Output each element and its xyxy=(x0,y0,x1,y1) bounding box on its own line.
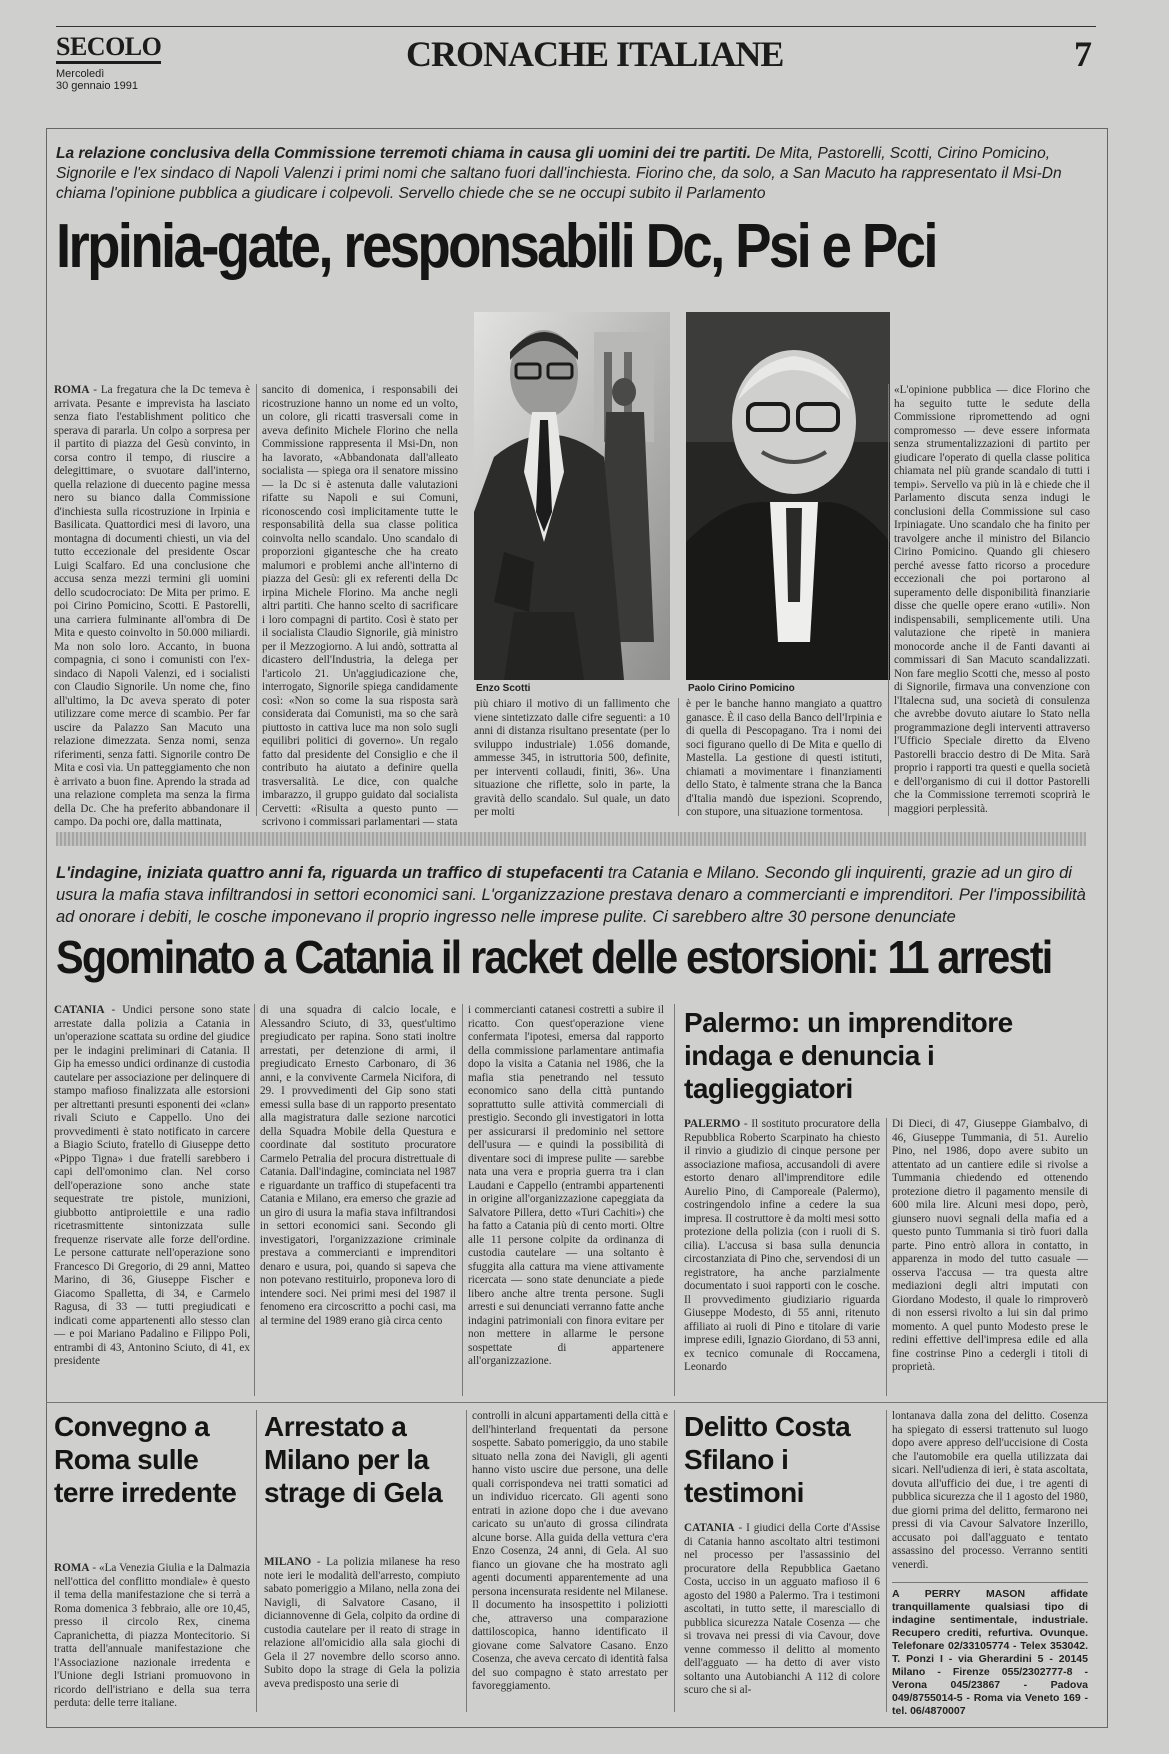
column-divider xyxy=(254,1004,255,1396)
story2-column-1 xyxy=(54,1004,250,1396)
issue-day: Mercoledì xyxy=(56,68,105,80)
gela-body-text: - La polizia milanese ha reso note ieri le modalità dell'arresto, compiuto sabato pomeriggio a Milano, nella zona dei Navigli, di Salvatore Casano, il diciannovenne di Gela, colpito da ordine di custodia cautelare per il reato di strage in relazione all'omicidio alla sala giochi di Gela il 27 novembre dello scorso anno. Subito dopo la strage di Gela la polizia aveva predisposto una serie di xyxy=(264,1556,460,1690)
bottom-band-rule xyxy=(46,1402,1108,1403)
column-divider xyxy=(886,1118,887,1396)
story1-kicker xyxy=(56,144,1086,204)
masthead-rule xyxy=(56,26,1096,27)
column-divider xyxy=(256,384,257,816)
column-divider xyxy=(674,1004,675,1396)
costa-body xyxy=(684,1522,880,1712)
column-divider xyxy=(256,1410,257,1712)
photo1-caption: Enzo Scotti xyxy=(476,683,531,694)
story1-column-4 xyxy=(686,698,882,816)
gela-continued-body xyxy=(472,1410,668,1712)
masthead xyxy=(56,30,1096,120)
story1-dateline: ROMA xyxy=(54,384,90,396)
ad-rule xyxy=(892,1582,1088,1583)
costa-continued-text: lontanava dalla zona del delitto. Cosenza ha spiegato di essersi trattenuto sul luogo dopo avere appreso dell'uccisione di Costa che l'automobile era quella utilizzata dai sicari. Nell'udienza di ieri, è stata ascoltata, dovuta all'ufficio dei due, i tre agenti di pubblica sicurezza che il 1 agosto del 1980, due giorni prima del delitto, fermarono nei pressi di via Cavour Salvatore Inzerillo, accusato poi dall'agguato e tentato assassino del processo. Verranno sentiti venerdì. xyxy=(892,1410,1088,1571)
palermo-column-1-text: - Il sostituto procuratore della Repubblica Roberto Scarpinato ha chiesto il rinvio a giudizio di cinque persone per associazione mafiosa, accusandoli di avere estorto denaro all'imprenditore edile Aurelio Pino, di Camporeale (Palermo), costringendolo infine a cedere la sua impresa. Il costruttore è da molti mesi sotto protezione della polizia (con i ruoli di S. cilia). L'accusa si basa sulla denuncia circostanziata di Pino che, servendosi di un registratore, ha anche parzialmente documentato i suoi rapporti con le cosche. Il provvedimento giudiziario riguarda Giuseppe Modesto, di 55 anni, ritenuto affiliato ai ruoli di Pino e titolare di varie imprese edili, Ignazio Giordano, di 53 anni, ex tecnico comunale di Roccamena, Leonardo xyxy=(684,1118,880,1373)
story2-kicker xyxy=(56,862,1086,928)
palermo-column-2-text: Di Dieci, di 47, Giuseppe Giambalvo, di 46, Giuseppe Tummania, di 51. Aurelio Pino, nel 1986, dopo avere subito un attentato ad un cantiere edile si rivolse a Tummania chiedendo ed ottenendo protezione dietro il pagamento mensile di 600 mila lire. Alcuni mesi dopo, però, giunsero nuovi segnali della mafia ed a questo punto Tummania si tirò fuori dalla parte. Pino entrò allora in contatto, in apparenza in modo del tutto casuale — osserva l'accusa — tra questa altre mediazioni degli altri imputati con Giordano Modesto, il quale lo rimproverò di non essersi rivolto a lui sin dal primo momento. A quel punto Modesto prese le redini effettive dell'impresa edile ed alla fine costrinse Pino a cedergli i titoli di proprietà. xyxy=(892,1118,1088,1373)
story2-kicker-rest: tra Catania e Milano. Secondo gli inquirenti, grazie ad un giro di usura la mafia stava infiltrandosi in settori economici sani. L'organizzazione prestava denaro a commercianti e imprenditori. Per l'impossibilità ad onorare i debiti, le cosche imponevano il proprio ingresso nelle imprese pulite. Ci sarebbero altre 30 persone denunciate xyxy=(56,864,1086,926)
costa-headline: Delitto Costa Sfilano i testimoni xyxy=(684,1411,851,1508)
issue-date xyxy=(56,68,138,92)
photo2-caption: Paolo Cirino Pomicino xyxy=(688,683,795,694)
story1-column-1 xyxy=(54,384,250,828)
palermo-column-2 xyxy=(892,1118,1088,1396)
palermo-dateline: PALERMO xyxy=(684,1118,741,1130)
photo-paolo-cirino-pomicino xyxy=(686,312,890,680)
story1-column-3-text: più chiaro il motivo di un fallimento che viene sintetizzato dalle cifre seguenti: a 10 anni di distanza risultano presentate (per lo sviluppo industriale) 1.056 domande, ammesse 345, in istruttoria 500, definite, per interventi collaudi, finiti, 36». Una situazione che riflette, solo in parte, la gravità dello scandalo. Sul quale, un dato per molti xyxy=(474,698,670,818)
gela-continued-text: controlli in alcuni appartamenti della città e dell'hinterland frequentati da persone sospette. Sabato pomeriggio, da uno stabile situato nella zona dei Navigli, gli agenti hanno visto uscire due persone, una delle quali corrispondeva nei tratti somatici ad un individuo ricercato. Gli agenti sono entrati in azione dopo che i due avevano caricato su un'auto di grossa cilindrata alcune borse. Alla guida della vettura c'era Enzo Cosenza, 24 anni, di Gela. Al suo fianco un giovane che ha mostrato agli agenti documenti apparentemente ad una persona incensurata residente nel Milanese. Il documento ha insospettito i poliziotti che, attraverso una comparazione dattiloscopica, hanno identificato il giovane come Salvatore Casano. Enzo Cosenza, che aveva cercato di identità falsa del suo compagno è stato arrestato per favoreggiamento. xyxy=(472,1410,668,1692)
story1-column-4-text: è per le banche hanno mangiato a quattro ganasce. È il caso della Banco dell'Irpinia e di quella di Pescopagano. Tra i nomi dei soci figurano quello di De Mita e quello di Mastella. La gestione di questi istituti, chiamati a movimentare i finanziamenti dello Stato, è talmente strana che la Banca d'Italia mandò due ispezioni. Scoprendo, con stupore, una situazione tormentosa. xyxy=(686,698,882,818)
palermo-column-1 xyxy=(684,1118,880,1396)
story1-headline: Irpinia-gate, responsabili Dc, Psi e Pci xyxy=(56,212,936,281)
convegno-body xyxy=(54,1562,250,1712)
story1-column-2 xyxy=(262,384,458,828)
gela-dateline: MILANO xyxy=(264,1556,312,1568)
gela-body xyxy=(264,1556,460,1712)
convegno-dateline: ROMA xyxy=(54,1562,90,1574)
story2-column-2-text: di una squadra di calcio locale, e Alessandro Sciuto, di 33, quest'ultimo pregiudicato per rapina. Sono stati inoltre arrestati, per detenzione di armi, il pregiudicato Ernesto Carbonaro, di 36 anni, e la convivente Carmela Nicifora, di 29. I provvedimenti del Gip sono stati emessi sulla base di un rapporto presentato alla magistratura dalle sezione narcotici della Squadra Mobile della Questura e coordinate dal sostituto procuratore Carmelo Petralia del procura distrettuale di Catania. Dall'indagine, cominciata nel 1987 e riguardante un traffico di stupefacenti tra Catania e Milano, era emerso che grazie ad un giro di usura la mafia stava infiltrandosi in settori economici sani. Secondo gli investigatori, l'organizzazione criminale prestava a commercianti e imprenditori denaro e usura, poi, quando si sapeva che non potevano restituirlo, proponeva loro di intendere soci. Nei primi mesi del 1987 il fenomeno era circoscritto a pochi casi, ma al termine del 1989 erano già circa cento xyxy=(260,1004,456,1327)
story1-kicker-bold: La relazione conclusiva della Commissione terremoti chiama in causa gli uomini dei tre partiti. xyxy=(56,145,752,162)
section-separator xyxy=(56,832,1086,846)
section-title: CRONACHE ITALIANE xyxy=(406,34,784,74)
perry-mason-ad: A PERRY MASON affidate tranquillamente qualsiasi tipo di indagine sentimentale, industriale. Recupero crediti, refurtiva. Ovunque. Telefonare 02/33105774 - Telex 353042. T. Ponzi I - via Gherardini 5 - 20145 Milano - Firenze 055/2302777-8 - Verona 045/23867 - Padova 049/8755014-5 - Roma via Veneto 169 - tel. 06/4870007 xyxy=(892,1588,1088,1717)
story2-column-2 xyxy=(260,1004,456,1396)
page-number: 7 xyxy=(1074,34,1092,74)
story2-column-1-text: - Undici persone sono state arrestate dalla polizia a Catania in un'operazione scattata su ordine del giudice per le indagini preliminari di Catania. Il Gip ha emesso undici ordinanze di custodia cautelare per associazione per delinquere di stampo mafioso finalizzata alle estorsioni per altrettanti presunti esponenti dei «clan» rivali Sciuto e Cappello. Uno dei provvedimenti è stato notificato in carcere a Biagio Sciuto, fratello di Giuseppe detto «Pippo Tigna» i due fratelli sarebbero i capi dell'omonimo clan. Nel corso dell'operazione sono anche state sequestrate tre pistole, munizioni, giubbotto antiproiettile e una radio ricetrasmittente sintonizzata sulle frequenze riservate alle forze dell'ordine. Le persone catturate nell'operazione sono Francesco Di Gregorio, di 29 anni, Matteo Marino, di 36, Giuseppe Fischer e Giacomo Spalletta, di 34, e Carmelo Ragusa, di 33 — tutti pregiudicati e indicati come appartenenti allo stesso clan — e poi Mariano Padalino e Filippo Poli, entrambi di 43, Antonino Sciuto, di 41, ex presidente xyxy=(54,1004,250,1367)
costa-body-text: - I giudici della Corte d'Assise di Catania hanno ascoltato altri testimoni nel processo per l'assassinio del procuratore della Repubblica Gaetano Costa, ucciso in un agguato mafioso il 6 agosto del 1980 a Palermo. Tra i testimoni ascoltati, in tutto sette, il maresciallo di pubblica sicurezza Natale Cosenza — che si trovava nei pressi di via Cavour, dove venne commesso il delitto al momento dell'agguato — ha detto di aver visto soltanto una Autobianchi A 112 di colore scuro che si al- xyxy=(684,1522,880,1696)
column-divider xyxy=(462,1004,463,1396)
column-divider xyxy=(678,698,679,816)
photo-enzo-scotti xyxy=(474,312,670,680)
story1-column-1-text: - La fregatura che la Dc temeva è arrivata. Pesante e imprevista ha lasciato senza fiato l'establishment politico che sperava di pararla. Un colpo a sorpresa per il partito di piazza del Gesù convinto, in corsa contro il tempo, di riuscire a delegittimare, o svuotare dall'interno, quella relazione di duecento pagine messa nero su bianco dalla Commissione d'inchiesta sulla ricostruzione in Irpinia e Basilicata. Quattordici mesi di lavoro, una montagna di documenti chiesti, un via del tutto eccezionale del presidente Oscar Luigi Scalfaro. Ed una conclusione che accusa senza mezzi termini gli uomini dello scudocrociato: De Mita per primo. E poi Cirino Pomicino, Scotti. E Pastorelli, una carriera fulminante all'ombra di De Mita e questo coinvolto in 50.000 miliardi. Ma non solo loro. Accanto, in buona compagnia, ci sono i comunisti con l'ex-sindaco di Napoli Valenzi, ed i socialisti con Claudio Signorile. Un nome che, fino all'ultimo, la Dc aveva sperato di poter utilizzare come merce di scambio. Per far uscire da Palazzo San Macuto una relazione dimezzata. Senza nomi, senza riferimenti, senza fatti. Signorile contro De Mita e così via. Un patteggiamento che non è arrivato a buon fine. Aprendo la strada ad una relazione completa ma senza la firma della Dc. Che ha preferito abbandonare il campo. Da pochi ore, dalla mattinata, xyxy=(54,384,250,828)
column-divider xyxy=(886,1410,887,1712)
column-divider xyxy=(888,384,889,816)
newspaper-logo: SECOLO xyxy=(56,34,161,64)
palermo-headline: Palermo: un imprenditore indaga e denuncia i taglieggiatori xyxy=(684,1007,1013,1104)
story2-kicker-bold: L'indagine, iniziata quattro anni fa, riguarda un traffico di stupefacenti xyxy=(56,864,604,882)
costa-dateline: CATANIA xyxy=(684,1522,735,1534)
story1-kicker-rest: De Mita, Pastorelli, Scotti, Cirino Pomicino, Signorile e l'ex sindaco di Napoli Valenzi i primi nomi che saltano fuori dall'inchiesta. Fiorino che, da solo, a San Macuto ha rappresentato il Msi-Dn chiama l'opinione pubblica a giudicare i colpevoli. Servello chiede che se ne occupi subito il Parlamento xyxy=(56,145,1062,202)
convegno-body-text: - «La Venezia Giulia e la Dalmazia nell'ottica del conflitto mondiale» è questo il tema della manifestazione che si terrà a Roma domenica 3 febbraio, alle ore 10,45, presso il circolo Rex, cinema Capranichetta, di piazza Montecitorio. Si tratta dell'annuale manifestazione che l'Associazione nazionale irredenta e l'Unione degli Istriani promuovono in ricordo dell'istriano e della sua terra perduta: delle terre italiane. xyxy=(54,1562,250,1709)
story1-column-5-text: «L'opinione pubblica — dice Florino che ha seguito tutte le sedute della Commissione ripromettendo ad ogni compromesso — deve essere informata senza strumentalizzazioni di partito per giudicare l'operato di quella classe politica chiamata nel più grande scandalo di tutti i tempi». Servello va più in là e chiede che il Parlamento discuta senza indugi le conclusioni della Commissione sul caso Irpiniagate. Uno scandalo che ha finito per travolgere anche il ministro del Bilancio Cirino Pomicino. Quando gli chiesero perché avesse fatto ricorso a procedure eccezionali che poi portarono al superamento delle disponibilità finanziarie disse che quelle opere erano «utili». Non indispensabili, semplicemente utili. Una valutazione che ripetè in maniera monocorde anche il de Fanti davanti ai commissari di San Macuto scandalizzati. Non fare meglio Scotti che, messo al posto di Signorile, firmava una convenzione con l'Italecna sud, una società di consulenza che avrebbe dovuto aiutare lo Stato nella programmazione degli interventi attraverso l'Ufficio Speciale diretto da Elveno Pastorelli braccio destro di De Mita. Sarà proprio i rapporti tra questi e quella società e dell'organismo di cui il dottor Pastorelli che la Commissione terremoti scoprirà le maggiori perplessità. xyxy=(894,384,1090,815)
story1-column-5 xyxy=(894,384,1090,816)
story1-column-3 xyxy=(474,698,670,816)
story2-column-3-text: i commercianti catanesi costretti a subire il ricatto. Con quest'operazione viene confermata l'ipotesi, emersa dal rapporto della commissione parlamentare antimafia dopo la visita a Catania nel 1986, che la mafia stia penetrando nel tessuto economico sano della città puntando soprattutto sulle attività commerciali di prestigio. Secondo gli investigatori in lotta per assicurarsi il predominio nel settore dell'usura — e quindi la possibilità di diventare soci di imprese pulite — sarebbe nata una vera e propria guerra tra i clan Laudani e Cappello (entrambi appartenenti in origine all'organizzazione capeggiata da Salvatore Pillera, detto «Turi Cachiti») che ha fatto a Catania più di cento morti. Oltre alle 11 persone colpite da ordinanza di custodia cautelare — una soltanto è sfuggita alla cattura ma viene attivamente ricercata — sono state denunciate a piede libero anche altre trenta persone. Sugli arresti e sui denunciati verranno fatte anche indagini patrimoniali con finora evitare per non mettere in allarme le persone sospettate di appartenere all'organizzazione. xyxy=(468,1004,664,1367)
gela-headline: Arrestato a Milano per la strage di Gela xyxy=(264,1411,443,1508)
story1-column-2-text: sancito di domenica, i responsabili dei ricostruzione hanno un nome ed un volto, un colore, gli ricatti trasversali come in aveva definito Michele Florino che nella Commissione rappresenta il Msi-Dn, non ha lavorato, «Abbandonata dall'alleato socialista — spiega ora il senatore missino — la Dc si è astenuta dalle valutazioni rifatte su Napoli e sui Comuni, riconoscendo così implicitamente tutte le responsabilità della sua classe politica coinvolta nello scandalo. Uno scandalo di proporzioni gigantesche che ha creato malumori e problemi anche all'interno di piazza del Gesù: gli ex referenti della Dc irpina Michele Florino. Ma anche negli altri partiti. Che hanno scelto di sacrificare i loro compagni di partito. Così è stato per il socialista Claudio Signorile, già ministro per il Mezzogiorno. A lui andò, sottratta al dicastero dell'Industria, la delega per l'articolo 21. Un'aggiudicazione che, interrogato, Signorile spiega candidamente così: «Non so come la sua risposta sarà considerata dai Comunisti, ma so che sarà piuttosto in cattiva luce ma non solo sugli equilibri politici di governo». Un regalo fatto dal presidente del Consiglio e che il contributo ha aiutato a definire quella trasversalità. Le dice, con qualche imbarazzo, il gruppo guidato dal socialista Cervetti: «Risulta a questo punto — scrivono i commissari parlamentari — stata xyxy=(262,384,458,828)
story2-headline: Sgominato a Catania il racket delle estorsioni: 11 arresti xyxy=(56,931,1052,983)
story2-dateline: CATANIA xyxy=(54,1004,105,1016)
story2-column-3 xyxy=(468,1004,664,1396)
costa-continued-body xyxy=(892,1410,1088,1578)
convegno-headline: Convegno a Roma sulle terre irredente xyxy=(54,1411,237,1508)
issue-date-text: 30 gennaio 1991 xyxy=(56,80,138,92)
column-divider xyxy=(674,1410,675,1712)
column-divider xyxy=(466,1410,467,1712)
